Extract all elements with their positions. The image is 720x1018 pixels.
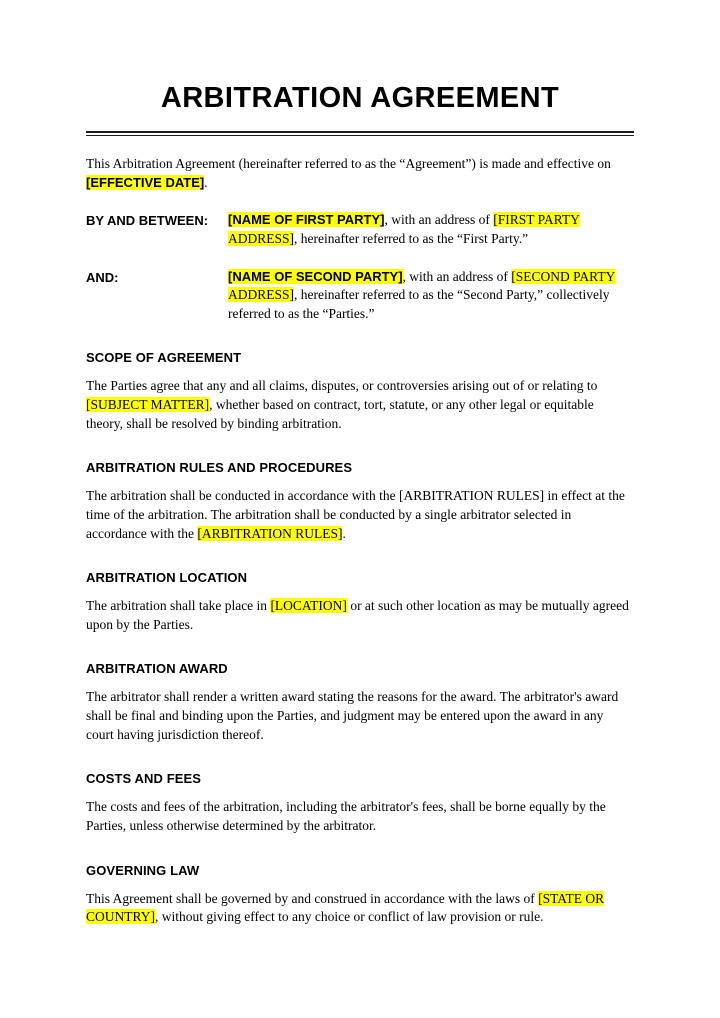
text-run: The arbitration shall take place in [86,598,271,614]
section-body-arbitration-location [86,597,634,634]
party-label-first: BY AND BETWEEN: [86,213,209,229]
intro-text-before: This Arbitration Agreement (hereinafter referred to as the “Agreement”) is made and effective on [86,156,611,171]
text-run: The costs and fees of the arbitration, including the arbitrator's fees, shall be borne equally by the Parties, unless otherwise determined by the arbitrator. [86,799,606,833]
first-party-middle-text: , with an address of [384,212,494,228]
state-or-country-placeholder: [STATE OR COUNTRY] [86,890,605,925]
text-run: , without giving effect to any choice or conflict of law provision or rule. [155,909,544,925]
first-party-after-text: , hereinafter referred to as the “First Party.” [294,230,529,246]
section-heading-costs-and-fees: COSTS AND FEES [86,771,202,787]
section-heading-scope-of-agreement: SCOPE OF AGREEMENT [86,350,242,366]
text-run: This Agreement shall be governed by and construed in accordance with the laws of [86,890,539,906]
intro-text-after: . [204,174,208,190]
arbitration-rules-placeholder: [ARBITRATION RULES] [197,525,343,541]
section-heading-arbitration-award: ARBITRATION AWARD [86,661,228,677]
text-run: . [342,525,346,541]
intro-paragraph [86,155,634,192]
text-run: The arbitrator shall render a written award stating the reasons for the award. The arbitrator's award shall be final and binding upon the Parties, and judgment may be entered upon the award in any court having jurisdiction thereof. [86,689,619,742]
section-heading-arbitration-location: ARBITRATION LOCATION [86,570,248,586]
section-body-governing-law [86,890,634,927]
location-placeholder: [LOCATION] [270,598,347,614]
section-heading-governing-law: GOVERNING LAW [86,862,200,878]
title-divider [86,131,634,136]
party-label-second: AND: [86,269,119,285]
second-party-after-text: , hereinafter referred to as the “Second Party,” collectively referred to as the “Parties.” [228,287,610,321]
text-run: , whether based on contract, tort, statute, or any other legal or equitable theory, shall be resolved by binding arbitration. [86,397,594,431]
text-run: The Parties agree that any and all claims, disputes, or controversies arising out of or relating to [86,378,598,394]
section-body-costs-and-fees [86,798,634,835]
section-body-arbitration-award [86,688,634,744]
text-run: or at such other location as may be mutually agreed upon by the Parties. [86,598,629,632]
page-title: ARBITRATION AGREEMENT [160,82,560,114]
subject-matter-placeholder: [SUBJECT MATTER] [86,397,210,412]
first-party-name-placeholder: [NAME OF FIRST PARTY] [228,212,385,228]
second-party-name-placeholder: [NAME OF SECOND PARTY] [228,268,403,284]
second-party-address-placeholder: [SECOND PARTY ADDRESS] [228,268,616,303]
effective-date-placeholder: [EFFECTIVE DATE] [86,174,205,190]
party-text-first [228,211,634,248]
section-heading-arbitration-rules-and-procedures: ARBITRATION RULES AND PROCEDURES [86,460,353,476]
first-party-address-placeholder: [FIRST PARTY ADDRESS] [228,212,580,246]
party-block-second [86,268,634,324]
second-party-middle-text: , with an address of [402,268,512,284]
section-body-arbitration-rules-and-procedures [86,487,634,543]
text-run: The arbitration shall be conducted in accordance with the [ARBITRATION RULES] in effect at the time of the arbitration. The arbitration shall be conducted by a single arbitrator selected in accordance with the [86,488,625,541]
party-text-second [228,268,634,324]
party-block-first [86,211,634,248]
section-body-scope-of-agreement [86,377,634,433]
